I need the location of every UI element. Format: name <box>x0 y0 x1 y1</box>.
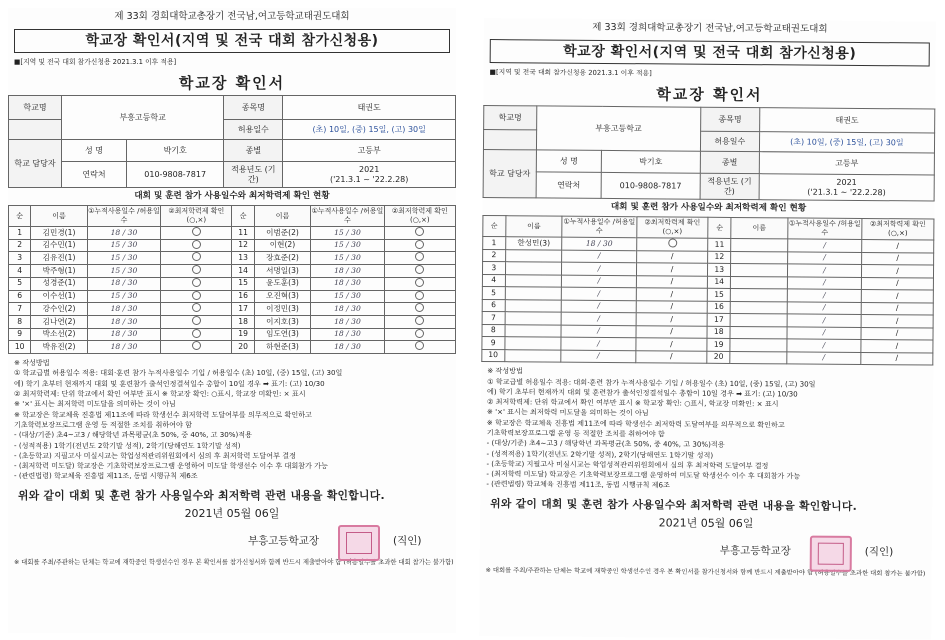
note-line: - (성적적용) 1학기(전년도 2학기말 성적), 2학기(당해연도 1학기말 성적) <box>14 440 241 450</box>
cell-days: / <box>788 239 862 252</box>
note-line: ② 최저학력제: 단위 학교에서 확인 여부만 표시 ※ 학교장 확인: ○표시, 학교장 미확인: × 표시 <box>486 397 779 409</box>
note-line: - (최저학력 미도달) 학교장은 기초학력보장프로그램 운영하여 미도달 학생선수 이수 후 대회참가 가능 <box>486 469 801 481</box>
cell-days: 18 / 30 <box>311 328 384 341</box>
cell-days: / <box>562 312 636 325</box>
header-days: ①누적사용일수 /허용일수 <box>87 206 160 227</box>
document-left <box>8 8 456 633</box>
cell-days: 15 / 30 <box>311 252 384 265</box>
header-grade: ②최저학력제 확인(○,×) <box>862 218 934 240</box>
cell-no: 4 <box>9 265 31 278</box>
manager-name: 박기호 <box>601 150 700 173</box>
check-circle-icon <box>161 239 232 252</box>
seal-stamp-icon <box>338 525 380 561</box>
check-circle-icon <box>636 238 708 251</box>
cell-name <box>730 264 787 277</box>
circle-mark-icon <box>192 329 201 338</box>
issue-date: 2021년 05월 06일 <box>184 507 280 521</box>
cell-no: 7 <box>9 303 31 316</box>
cell-days: / <box>787 327 861 340</box>
cell-no: 1 <box>483 236 506 249</box>
note-line: ② 최저학력제: 단위 학교에서 확인 여부만 표시 ※ 학교장 확인: ○표시, 학교장 미확인: × 표시 <box>14 389 306 399</box>
cell-mark: / <box>636 250 708 263</box>
check-circle-icon <box>384 290 455 303</box>
label-contact: 연락처 <box>62 162 127 188</box>
check-circle-icon <box>161 227 232 240</box>
cell-no: 13 <box>232 252 254 265</box>
main-title: 학교장 확인서 <box>178 74 286 92</box>
header-days: ①누적사용일수 /허용일수 <box>311 206 384 227</box>
cell-days: / <box>561 350 635 363</box>
circle-mark-icon <box>192 278 201 287</box>
cell-no: 18 <box>707 326 730 339</box>
cell-days: 18 / 30 <box>87 316 160 329</box>
cell-mark: / <box>862 252 934 265</box>
label-event: 종목명 <box>700 107 759 131</box>
cell-no: 3 <box>482 262 505 275</box>
seal-stamp-icon <box>810 535 852 571</box>
cell-days: / <box>562 275 636 288</box>
school-name: 부흥고등학교 <box>536 106 700 151</box>
header-no: 순 <box>232 206 254 227</box>
form-note: ■[지역 및 전국 대회 참가신청용 2021.3.1 이후 적용] <box>489 68 652 78</box>
cell-name <box>505 274 562 287</box>
cell-no: 3 <box>9 252 31 265</box>
note-line: - (대상/기준) 초4~고3 / 해당학년 과목평균(초 50%, 중 40%, 고 30%)적용 <box>486 438 725 450</box>
footer-note: ※ 대회를 주최/주관하는 단체는 학교에 재학중인 학생선수인 경우 본 확인서를 참가신청서와 함께 반드시 제출받아야 함 (허용일수를 초과한 대회 참가는 불가함) <box>485 566 926 578</box>
method-title: ※ 작성방법 <box>14 358 50 368</box>
cell-mark: / <box>636 263 708 276</box>
note-line: 에) 학기 초부터 현재까지 대회 및 훈련참가 출석인정결석일수 총합이 10일 경우 ➡ 표기: (고) 10/30 <box>14 378 325 388</box>
tournament-header: 제 33회 경희대학교총장기 전국남,여고등학교태권도대회 <box>592 21 828 35</box>
signature-area <box>8 527 456 555</box>
cell-name: 이정민(3) <box>254 303 310 316</box>
circle-mark-icon <box>192 291 201 300</box>
cell-name <box>730 276 787 289</box>
table-row <box>9 265 456 278</box>
cell-no: 10 <box>482 349 505 362</box>
note-line: ※ '×' 표시는 최저학력 미도달을 의미하는 것이 아님 <box>14 399 176 409</box>
label-period: 적용년도 (기간) <box>224 162 283 188</box>
label-school: 학교명 <box>484 106 537 130</box>
table-row <box>9 252 456 265</box>
cell-days: 18 / 30 <box>87 328 160 341</box>
roster-table <box>8 205 456 354</box>
cell-days: 18 / 30 <box>87 341 160 354</box>
method-notes <box>486 366 929 493</box>
note-line: - (초등학교) 지필고사 미실시교는 학업성적관리위원회에서 심의 후 최저학력 도달여부 결정 <box>486 458 769 471</box>
circle-mark-icon <box>415 329 424 338</box>
seal-label: (직인) <box>393 534 422 547</box>
note-line: - (최저학력 미도달) 학교장은 기초학력보장프로그램 운영하여 미도달 학생선수 이수 후 대회참가 가능 <box>14 461 328 471</box>
signature-area <box>480 535 932 567</box>
seal-label: (직인) <box>864 545 894 559</box>
cell-days: 15 / 30 <box>87 290 160 303</box>
label-manager: 학교 담당자 <box>483 149 536 197</box>
cell-no: 8 <box>9 316 31 329</box>
cell-no: 6 <box>9 290 31 303</box>
main-title: 학교장 확인서 <box>656 85 763 105</box>
label-manager: 학교 담당자 <box>9 140 62 188</box>
circle-mark-icon <box>415 265 424 274</box>
check-circle-icon <box>161 328 232 341</box>
form-title: 학교장 확인서(지역 및 전국 대회 참가신청용) <box>490 39 930 66</box>
table-row <box>9 328 456 341</box>
principal-name: 부흥고등학교장 <box>248 534 320 547</box>
event-name: 태권도 <box>283 96 456 120</box>
circle-mark-icon <box>415 291 424 300</box>
cell-name: 김민경(1) <box>31 227 87 240</box>
cell-mark: / <box>636 300 708 313</box>
cell-days: / <box>787 339 861 352</box>
allowed-days: (초) 10일, (중) 15일, (고) 30일 <box>759 132 934 153</box>
header-days: ①누적사용일수 /허용일수 <box>562 216 636 238</box>
table-row <box>9 239 456 252</box>
cell-days: 18 / 30 <box>311 341 384 354</box>
table-row <box>9 227 456 240</box>
circle-mark-icon <box>415 252 424 261</box>
header-no: 순 <box>9 206 31 227</box>
header-name: 이름 <box>731 217 788 238</box>
section-title: 대회 및 훈련 참가 사용일수와 최저학력제 확인 현황 <box>610 202 807 214</box>
label-school: 학교명 <box>9 96 62 120</box>
issue-date: 2021년 05월 06일 <box>658 516 754 531</box>
circle-mark-icon <box>192 316 201 325</box>
check-circle-icon <box>161 252 232 265</box>
cell-no: 12 <box>232 239 254 252</box>
cell-name: 이현(2) <box>254 239 310 252</box>
cell-mark: / <box>636 325 708 338</box>
confirm-statement: 위와 같이 대회 및 훈련 참가 사용일수와 최저학력 관련 내용을 확인합니다. <box>490 496 858 513</box>
manager-name: 박기호 <box>127 140 224 162</box>
check-circle-icon <box>161 341 232 354</box>
cell-days: 15 / 30 <box>311 239 384 252</box>
tournament-header: 제 33회 경희대학교총장기 전국남,여고등학교태권도대회 <box>114 11 350 22</box>
cell-no: 16 <box>232 290 254 303</box>
header-grade: ②최저학력제 확인(○,×) <box>384 206 455 227</box>
year: 2021 <box>836 178 857 188</box>
check-circle-icon <box>161 303 232 316</box>
cell-mark: / <box>861 277 933 290</box>
cell-name <box>730 314 787 327</box>
cell-days: 15 / 30 <box>87 265 160 278</box>
cell-name <box>505 287 562 300</box>
cell-no: 11 <box>232 227 254 240</box>
cell-no: 18 <box>232 316 254 329</box>
cell-days: 18 / 30 <box>87 227 160 240</box>
cell-days: 15 / 30 <box>87 239 160 252</box>
circle-mark-icon <box>192 252 201 261</box>
cell-name <box>730 339 787 352</box>
cell-mark: / <box>636 275 708 288</box>
roster-table <box>481 215 934 366</box>
division: 고등부 <box>759 152 934 175</box>
note-line: - (관련법령) 학교체육 진흥법 제11조, 동법 시행규칙 제6조 <box>486 479 670 490</box>
division: 고등부 <box>283 140 456 162</box>
cell-mark: / <box>636 313 708 326</box>
cell-days: 18 / 30 <box>87 303 160 316</box>
cell-name: 김유진(1) <box>31 252 87 265</box>
cell-no: 1 <box>9 227 31 240</box>
note-line: ① 학교급별 허용일수 적용: 대회·훈련 참가 누적사용일수 기입 / 허용일수 (초) 10일, (중) 15일, (고) 30일 <box>487 376 816 389</box>
cell-name <box>505 249 562 262</box>
note-line: - (성적적용) 1학기(전년도 2학기말 성적), 2학기(당해연도 1학기말 성적) <box>486 448 714 460</box>
cell-days: / <box>787 302 861 315</box>
cell-no: 8 <box>482 324 505 337</box>
cell-no: 6 <box>482 299 505 312</box>
check-circle-icon <box>384 252 455 265</box>
label-days: 허용일수 <box>224 120 283 140</box>
cell-mark: / <box>636 288 708 301</box>
cell-name: 윤도훈(3) <box>254 277 310 290</box>
cell-name: 이지호(3) <box>254 316 310 329</box>
check-circle-icon <box>384 328 455 341</box>
circle-mark-icon <box>192 341 201 350</box>
document-right <box>479 18 936 640</box>
check-circle-icon <box>384 303 455 316</box>
cell-no: 15 <box>708 288 731 301</box>
header-grade: ②최저학력제 확인(○,×) <box>636 217 708 239</box>
cell-days: / <box>561 337 635 350</box>
cell-name: 강수인(2) <box>31 303 87 316</box>
circle-mark-icon <box>192 303 201 312</box>
cell-no: 17 <box>708 313 731 326</box>
cell-days: / <box>562 287 636 300</box>
info-table <box>8 95 456 188</box>
circle-mark-icon <box>415 303 424 312</box>
note-line: 기초학력보장프로그램 운영 등 적절한 조치를 취하여야 함 <box>14 419 192 429</box>
cell-days: 15 / 30 <box>87 252 160 265</box>
cell-days: / <box>787 314 861 327</box>
cell-name <box>730 301 787 314</box>
check-circle-icon <box>384 265 455 278</box>
table-row <box>482 349 933 365</box>
label-division: 종별 <box>224 140 283 162</box>
year-range: ('21.3.1 ~ '22.2.28) <box>807 187 886 197</box>
cell-name <box>505 312 562 325</box>
cell-days: / <box>787 252 861 265</box>
header-no: 순 <box>708 217 731 238</box>
cell-mark: / <box>861 315 933 328</box>
circle-mark-icon <box>192 227 201 236</box>
cell-mark: / <box>861 340 933 353</box>
cell-name <box>730 289 787 302</box>
section-title: 대회 및 훈련 참가 사용일수와 최저학력제 확인 현황 <box>134 191 330 201</box>
cell-days: / <box>787 352 861 365</box>
cell-mark: / <box>635 338 707 351</box>
check-circle-icon <box>384 239 455 252</box>
table-row <box>9 290 456 303</box>
cell-name <box>504 337 561 350</box>
cell-name: 장효준(2) <box>254 252 310 265</box>
check-circle-icon <box>161 316 232 329</box>
method-title: ※ 작성방법 <box>487 366 523 376</box>
cell-days: 18 / 30 <box>87 277 160 290</box>
cell-mark: / <box>635 350 707 363</box>
allowed-days: (초) 10일, (중) 15일, (고) 30일 <box>283 120 456 140</box>
cell-name <box>504 349 561 362</box>
cell-no: 2 <box>483 249 506 262</box>
cell-no: 14 <box>708 276 731 289</box>
note-line: ※ '×' 표시는 최저학력 미도달을 의미하는 것이 아님 <box>486 407 649 418</box>
cell-name: 박유진(2) <box>31 341 87 354</box>
cell-name: 김수민(1) <box>31 239 87 252</box>
circle-mark-icon <box>415 341 424 350</box>
cell-name: 박소선(2) <box>31 328 87 341</box>
cell-mark: / <box>861 302 933 315</box>
cell-no: 19 <box>232 328 254 341</box>
check-circle-icon <box>384 316 455 329</box>
cell-days: 18 / 30 <box>311 277 384 290</box>
circle-mark-icon <box>415 227 424 236</box>
cell-no: 20 <box>232 341 254 354</box>
cell-days: 18 / 30 <box>311 265 384 278</box>
label-period: 적용년도 (기간) <box>700 173 759 199</box>
circle-mark-icon <box>668 238 677 247</box>
cell-days: / <box>562 262 636 275</box>
cell-name: 임도연(3) <box>254 328 310 341</box>
cell-name <box>505 299 562 312</box>
footer-note: ※ 대회를 주최/주관하는 단체는 학교에 재학중인 학생선수인 경우 본 확인서를 참가신청서와 함께 반드시 제출받아야 함 (허용일수를 초과한 대회 참가는 불가함) <box>14 558 454 566</box>
cell-name: 하현준(3) <box>254 341 310 354</box>
cell-name: 이수선(1) <box>31 290 87 303</box>
cell-no: 7 <box>482 312 505 325</box>
cell-no: 5 <box>9 277 31 290</box>
cell-days: / <box>787 289 861 302</box>
form-note: ■[지역 및 전국 대회 참가신청용 2021.3.1 이후 적용] <box>14 58 177 66</box>
cell-mark: / <box>862 239 934 252</box>
cell-no: 5 <box>482 287 505 300</box>
cell-name <box>731 251 788 264</box>
table-row <box>9 303 456 316</box>
cell-no: 11 <box>708 238 731 251</box>
header-days: ①누적사용일수 /허용일수 <box>788 218 862 240</box>
check-circle-icon <box>384 227 455 240</box>
header-no: 순 <box>483 215 506 236</box>
method-notes <box>14 358 452 482</box>
cell-no: 9 <box>482 337 505 350</box>
cell-no: 16 <box>708 301 731 314</box>
cell-name <box>731 238 788 251</box>
cell-days: / <box>787 264 861 277</box>
cell-name: 한성민(3) <box>505 237 562 250</box>
table-row <box>9 277 456 290</box>
confirm-statement: 위와 같이 대회 및 훈련 참가 사용일수와 최저학력 관련 내용을 확인합니다. <box>18 488 385 502</box>
cell-mark: / <box>861 265 933 278</box>
cell-days: / <box>787 277 861 290</box>
note-line: - (관련법령) 학교체육 진흥법 제11조, 동법 시행규칙 제6조 <box>14 471 198 481</box>
roster-header <box>9 206 456 227</box>
label-event: 종목명 <box>224 96 283 120</box>
cell-no: 9 <box>9 328 31 341</box>
cell-no: 4 <box>482 274 505 287</box>
label-contact: 연락처 <box>536 172 601 199</box>
cell-name <box>505 324 562 337</box>
check-circle-icon <box>384 277 455 290</box>
note-line: - (초등학교) 지필고사 미실시교는 학업성적관리위원회에서 심의 후 최저학력 도달여부 결정 <box>14 450 296 460</box>
form-title: 학교장 확인서(지역 및 전국 대회 참가신청용) <box>14 29 450 53</box>
cell-no: 20 <box>707 351 730 364</box>
principal-name: 부흥고등학교장 <box>719 544 791 558</box>
cell-no: 12 <box>708 251 731 264</box>
school-name: 부흥고등학교 <box>62 96 224 140</box>
label-days: 허용일수 <box>700 131 759 151</box>
cell-days: 15 / 30 <box>311 227 384 240</box>
cell-name <box>730 326 787 339</box>
cell-mark: / <box>861 352 933 365</box>
cell-name <box>730 351 787 364</box>
cell-name <box>505 262 562 275</box>
check-circle-icon <box>161 277 232 290</box>
header-name: 이름 <box>31 206 87 227</box>
cell-no: 17 <box>232 303 254 316</box>
check-circle-icon <box>161 290 232 303</box>
note-line: ① 학교급별 허용일수 적용: 대회·훈련 참가 누적사용일수 기입 / 허용일수 (초) 10일, (중) 15일, (고) 30일 <box>14 368 343 378</box>
note-line: ※ 학교장은 학교체육 진흥법 제11조에 따라 학생선수 최저학력 도달여부를 의무적으로 확인하고 <box>14 409 312 419</box>
note-line: ※ 학교장은 학교체육 진흥법 제11조에 따라 학생선수 최저학력 도달여부를 의무적으로 확인하고 <box>486 417 785 430</box>
table-row <box>9 341 456 354</box>
cell-days: / <box>561 325 635 338</box>
cell-no: 2 <box>9 239 31 252</box>
cell-mark: / <box>861 290 933 303</box>
cell-no: 10 <box>9 341 31 354</box>
cell-days: 15 / 30 <box>311 290 384 303</box>
cell-days: 18 / 30 <box>562 237 636 250</box>
cell-name: 오진혁(3) <box>254 290 310 303</box>
cell-no: 19 <box>707 338 730 351</box>
phone: 010-9808-7817 <box>127 162 224 188</box>
cell-days: / <box>562 250 636 263</box>
label-division: 종별 <box>700 151 759 173</box>
circle-mark-icon <box>415 316 424 325</box>
cell-days: 18 / 30 <box>311 303 384 316</box>
year-range: ('21.3.1 ~ '22.2.28) <box>329 174 409 184</box>
cell-name: 이범준(2) <box>254 227 310 240</box>
cell-name: 김나연(2) <box>31 316 87 329</box>
cell-name: 성경준(1) <box>31 277 87 290</box>
cell-days: 18 / 30 <box>311 316 384 329</box>
circle-mark-icon <box>415 278 424 287</box>
header-grade: ②최저학력제 확인(○,×) <box>161 206 232 227</box>
header-name: 이름 <box>254 206 310 227</box>
check-circle-icon <box>384 341 455 354</box>
circle-mark-icon <box>192 240 201 249</box>
header-name: 이름 <box>505 216 562 237</box>
cell-name: 박주형(1) <box>31 265 87 278</box>
label-name: 성 명 <box>536 150 601 173</box>
cell-name: 서명일(3) <box>254 265 310 278</box>
cell-no: 14 <box>232 265 254 278</box>
table-row <box>9 316 456 329</box>
circle-mark-icon <box>192 265 201 274</box>
cell-mark: / <box>861 327 933 340</box>
check-circle-icon <box>161 265 232 278</box>
cell-no: 15 <box>232 277 254 290</box>
note-line: 에) 학기 초부터 현재까지 대회 및 훈련참가 출석인정결석일수 총합이 10일 경우 ➡ 표기: (고) 10/30 <box>487 386 798 399</box>
cell-days: / <box>562 300 636 313</box>
event-name: 태권도 <box>759 108 934 133</box>
note-line: 기초학력보장프로그램 운영 등 적절한 조치를 취하여야 함 <box>486 428 665 439</box>
note-line: - (대상/기준) 초4~고3 / 해당학년 과목평균(초 50%, 중 40%, 고 30%)적용 <box>14 430 252 440</box>
phone: 010-9808-7817 <box>601 172 700 199</box>
circle-mark-icon <box>415 240 424 249</box>
label-name: 성 명 <box>62 140 127 162</box>
info-table <box>483 105 936 202</box>
cell-no: 13 <box>708 263 731 276</box>
year: 2021 <box>358 165 380 175</box>
